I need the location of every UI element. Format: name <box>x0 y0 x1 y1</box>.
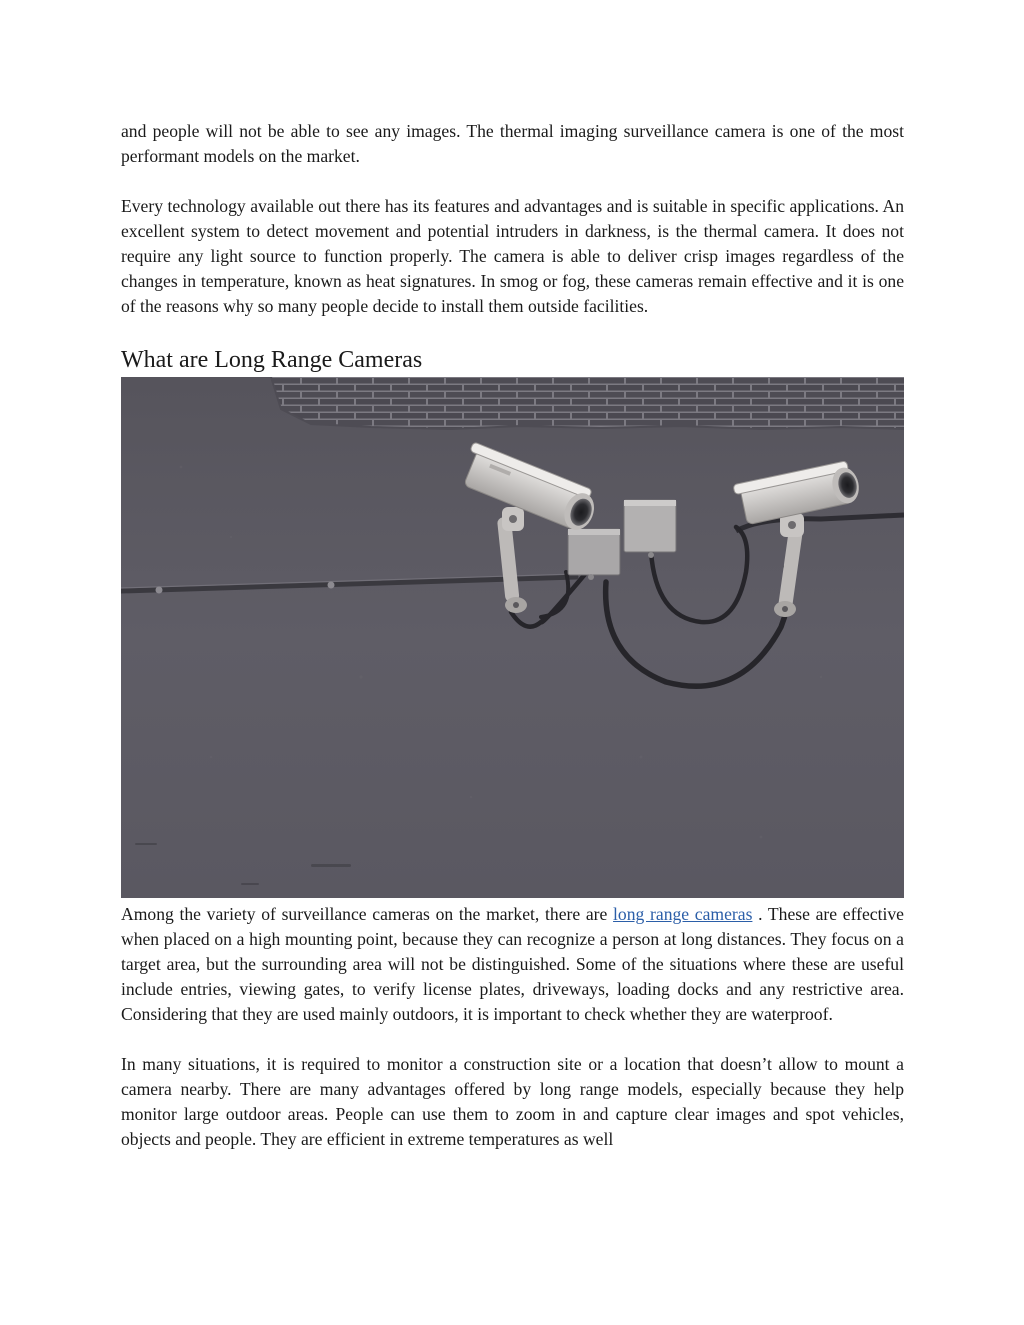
long-range-cameras-link[interactable]: long range cameras <box>613 904 753 924</box>
paragraph-long-range-lead: Among the variety of surveillance cameras on the market, there are <box>121 904 614 924</box>
paragraph-technology: Every technology available out there has its features and advantages and is suitable in specific applications. An excellent system to detect movement and potential intruders in darkness, is the thermal camera. It does not require any light source to function properly. The camera is able to deliver crisp images regardless of the changes in temperature, known as heat signatures. In smog or fog, these cameras remain effective and it is one of the reasons why so many people decide to install them outside facilities. <box>121 196 904 316</box>
document-page <box>121 119 904 1152</box>
paragraph-long-range <box>121 902 904 1027</box>
paragraph-construction-site: In many situations, it is required to monitor a construction site or a location that doesn’t allow to mount a camera nearby. There are many advantages offered by long range models, especially because they help monitor large outdoor areas. People can use them to zoom in and capture clear images and spot vehicles, objects and people. They are efficient in extreme temperatures as well <box>121 1054 904 1149</box>
paragraph-thermal-intro: and people will not be able to see any images. The thermal imaging surveillance camera is one of the most performant models on the market. <box>121 121 904 166</box>
paragraph-long-range-rest: . These are effective when placed on a high mounting point, because they can recognize a person at long distances. They focus on a target area, but the surrounding area will not be distinguished. Some of the situations where these are useful include entries, viewing gates, to verify license plates, driveways, loading docks and any restrictive area. Considering that they are used mainly outdoors, it is important to check whether they are waterproof. <box>121 904 904 1024</box>
section-heading: What are Long Range Cameras <box>121 347 423 373</box>
cctv-cameras-on-concrete-wall-photo <box>121 377 904 898</box>
